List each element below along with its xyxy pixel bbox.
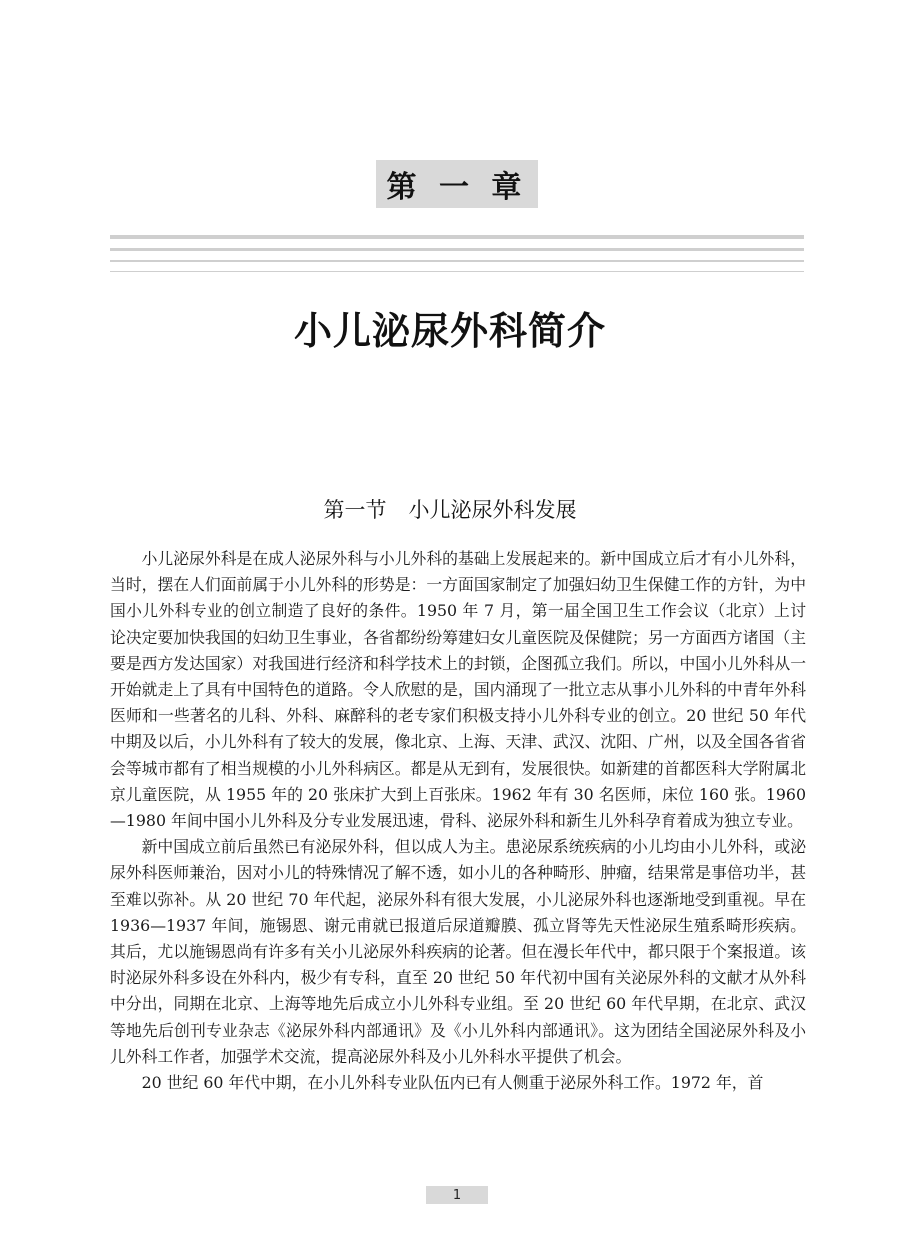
- divider-rule: [110, 235, 804, 239]
- divider-rule: [110, 260, 804, 262]
- section-title: 小儿泌尿外科发展: [408, 498, 577, 522]
- section-number: 第一节: [323, 498, 387, 522]
- paragraph: 20 世纪 60 年代中期，在小儿外科专业队伍内已有人侧重于泌尿外科工作。1972 年，首: [141, 1073, 764, 1093]
- body-text: [110, 546, 806, 1096]
- paragraph: 新中国成立前后虽然已有泌尿外科，但以成人为主。患泌尿系统疾病的小儿均由小儿外科，或泌尿外科医师兼治，因对小儿的特殊情况了解不透，如小儿的各种畸形、肿瘤，结果常是事倍功半，甚至难以弥补。从 20 世纪 70 年代起，泌尿外科有很大发展，小儿泌尿外科也逐渐地受到重视。早在 1936—1937 年间，施锡恩、谢元甫就已报道后尿道瓣膜、孤立肾等先天性泌尿生殖系畸形疾病。其后，尤以施锡恩尚有许多有关小儿泌尿外科疾病的论著。但在漫长年代中，都只限于个案报道。该时泌尿外科多设在外科内，极少有专科，直至 20 世纪 50 年代初中国有关泌尿外科的文献才从外科中分出，同期在北京、上海等地先后成立小儿外科专业组。至 20 世纪 60 年代早期，在北京、武汉等地先后创刊专业杂志《泌尿外科内部通讯》及《小儿外科内部通讯》。这为团结全国泌尿外科及小儿外科工作者，加强学术交流，提高泌尿外科及小儿外科水平提供了机会。: [110, 837, 806, 1066]
- page-number: 1: [426, 1186, 488, 1204]
- chapter-label: 第 一 章: [376, 160, 538, 208]
- section-heading: [0, 494, 900, 524]
- divider-rule: [110, 248, 804, 251]
- paragraph: 小儿泌尿外科是在成人泌尿外科与小儿外科的基础上发展起来的。新中国成立后才有小儿外科，当时，摆在人们面前属于小儿外科的形势是：一方面国家制定了加强妇幼卫生保健工作的方针，为中国小儿外科专业的创立制造了良好的条件。1950 年 7 月，第一届全国卫生工作会议（北京）上讨论决定要加快我国的妇幼卫生事业，各省都纷纷筹建妇女儿童医院及保健院；另一方面西方诸国（主要是西方发达国家）对我国进行经济和科学技术上的封锁，企图孤立我们。所以，中国小儿外科从一开始就走上了具有中国特色的道路。令人欣慰的是，国内涌现了一批立志从事小儿外科的中青年外科医师和一些著名的儿科、外科、麻醉科的老专家们积极支持小儿外科专业的创立。20 世纪 50 年代中期及以后，小儿外科有了较大的发展，像北京、上海、天津、武汉、沈阳、广州，以及全国各省省会等城市都有了相当规模的小儿外科病区。都是从无到有，发展很快。如新建的首都医科大学附属北京儿童医院，从 1955 年的 20 张床扩大到上百张床。1962 年有 30 名医师，床位 160 张。1960—1980 年间中国小儿外科及分专业发展迅速，骨科、泌尿外科和新生儿外科孕育着成为独立专业。: [110, 549, 806, 831]
- chapter-title: 小儿泌尿外科简介: [293, 309, 606, 353]
- divider-rule: [110, 271, 804, 272]
